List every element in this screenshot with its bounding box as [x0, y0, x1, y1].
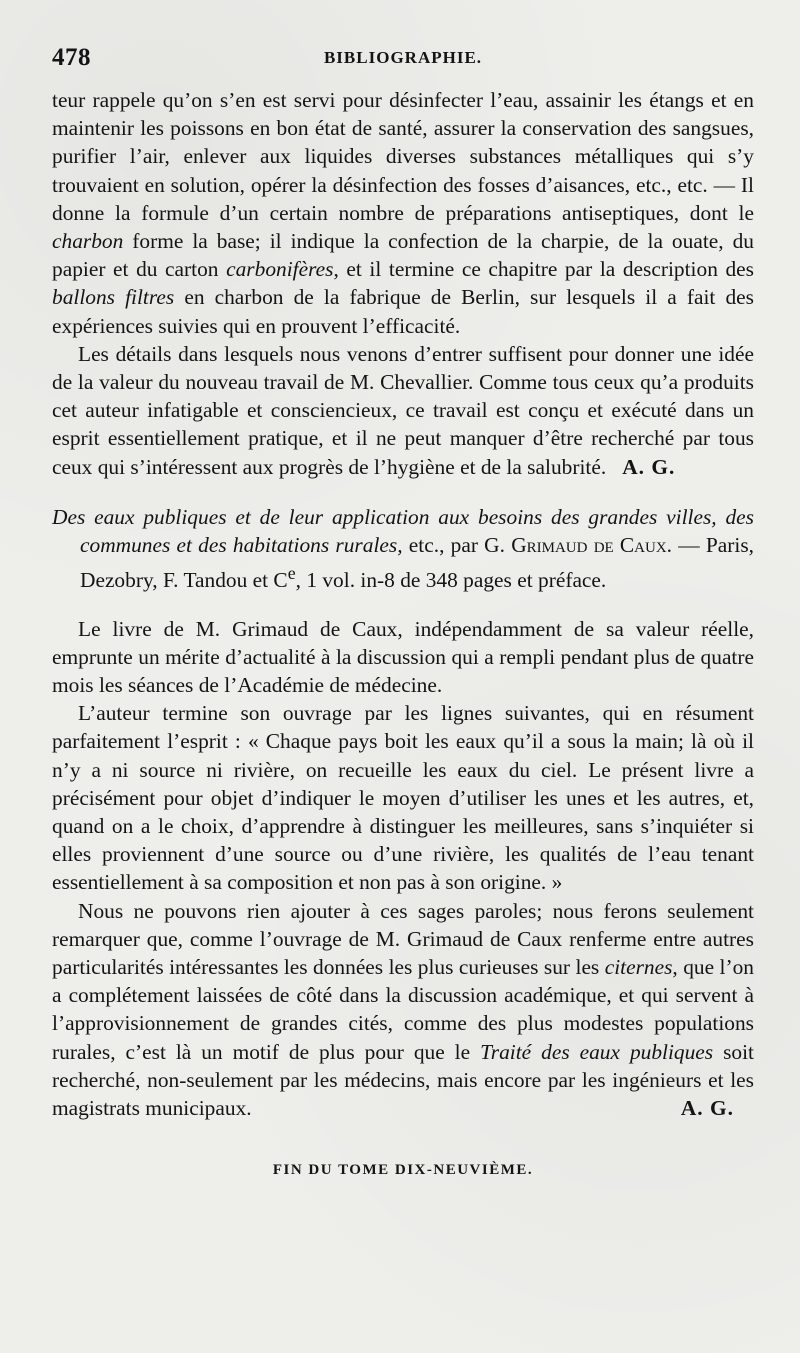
- end-of-volume-note: FIN DU TOME DIX-NEUVIÈME.: [272, 1162, 534, 1179]
- review-chevallier: [52, 86, 754, 481]
- paragraph: [52, 340, 754, 481]
- text-run: , et il termine ce chapitre par la description des: [333, 257, 755, 282]
- paragraph: [52, 897, 754, 1123]
- book-author: G. Grimaud de Caux.: [484, 533, 673, 558]
- publication-info-end: , 1 vol. in-8 de 348 pages et préface.: [295, 568, 607, 593]
- publication-superscript: e: [287, 563, 296, 584]
- page-number: 478: [52, 44, 91, 71]
- bibliographic-entry: [52, 503, 754, 595]
- italic-term: carbonifères: [226, 257, 334, 282]
- paragraph: L’auteur termine son ouvrage par les lignes suivantes, qui en résument parfaitement l’esprit : « Chaque pays boit les eaux qu’il a sous la main; là où il n’y a ni source ni rivière, on recueille les eaux du ciel. Le présent livre a précisément pour objet d’indiquer le moyen d’utiliser les unes et les autres, et, quand on a le choix, d’apprendre à distinguer les meilleures, sans s’inquiéter si elles proviennent d’une source ou d’une rivière, les qualités de l’eau tenant essentiellement à sa composition et non pas à son origine. »: [52, 701, 754, 895]
- italic-term: ballons filtres: [52, 285, 175, 310]
- running-title: BIBLIOGRAPHIE.: [323, 48, 483, 67]
- italic-term: Traité des eaux publiques: [480, 1039, 714, 1064]
- text-run: soit recherché, non-seulement par les médecins, mais encore par les ingénieurs et les magistrats municipaux.: [52, 1039, 755, 1121]
- publication-info: — Paris, Dezobry, F. Tandou et C: [80, 533, 754, 593]
- text-run: etc., par: [402, 533, 485, 558]
- text-run: teur rappele qu’on s’en est servi pour désinfecter l’eau, assainir les étangs et en maintenir les poissons en bon état de santé, assurer la conservation des sangsues, purifier l’air, enlever aux liquides diverses substances métalliques qui s’y trouvaient en solution, opérer la désinfection des fosses d’aisances, etc., etc. — Il donne la formule d’un certain nombre de préparations antiseptiques, dont le: [52, 88, 754, 225]
- italic-term: citernes: [604, 955, 673, 980]
- review-signature: A. G.: [680, 1096, 734, 1121]
- italic-term: charbon: [52, 229, 124, 254]
- text-run: Les détails dans lesquels nous venons d’entrer suffisent pour donner une idée de la valeur du nouveau travail de M. Chevallier. Comme tous ceux qu’a produits cet auteur infatigable et consciencieux, ce travail est conçu et exécuté dans un esprit essentiellement pratique, et il ne peut manquer d’être recherché par tous ceux qui s’intéressent aux progrès de l’hygiène et de la salubrité.: [52, 341, 754, 479]
- review-signature: A. G.: [622, 454, 676, 479]
- text-run: en charbon de la fabrique de Berlin, sur lesquels il a fait des expériences suivies qui en prouvent l’efficacité.: [52, 285, 754, 338]
- text-run: Nous ne pouvons rien ajouter à ces sages paroles; nous ferons seulement remarquer que, comme l’ouvrage de M. Grimaud de Caux renferme entre autres particularités intéressantes les données les plus curieuses sur les: [52, 898, 754, 980]
- running-head: [52, 38, 754, 78]
- review-grimaud: [52, 615, 754, 1123]
- text-run: , que l’on a complétement laissées de côté dans la discussion académique, et qui servent à l’approvisionnement de grandes cités, comme des plus modestes populations rurales, c’est là un motif de plus pour que le: [52, 955, 754, 1064]
- paragraph: Le livre de M. Grimaud de Caux, indépendamment de sa valeur réelle, emprunte un mérite d’actualité à la discussion qui a rempli pendant plus de quatre mois les séances de l’Académie de médecine.: [52, 616, 754, 697]
- paragraph: [52, 86, 754, 340]
- book-title: Des eaux publiques et de leur application aux besoins des grandes villes, des communes et des habitations rurales,: [52, 504, 754, 558]
- text-run: forme la base; il indique la confection de la charpie, de la ouate, du papier et du carton: [52, 229, 754, 282]
